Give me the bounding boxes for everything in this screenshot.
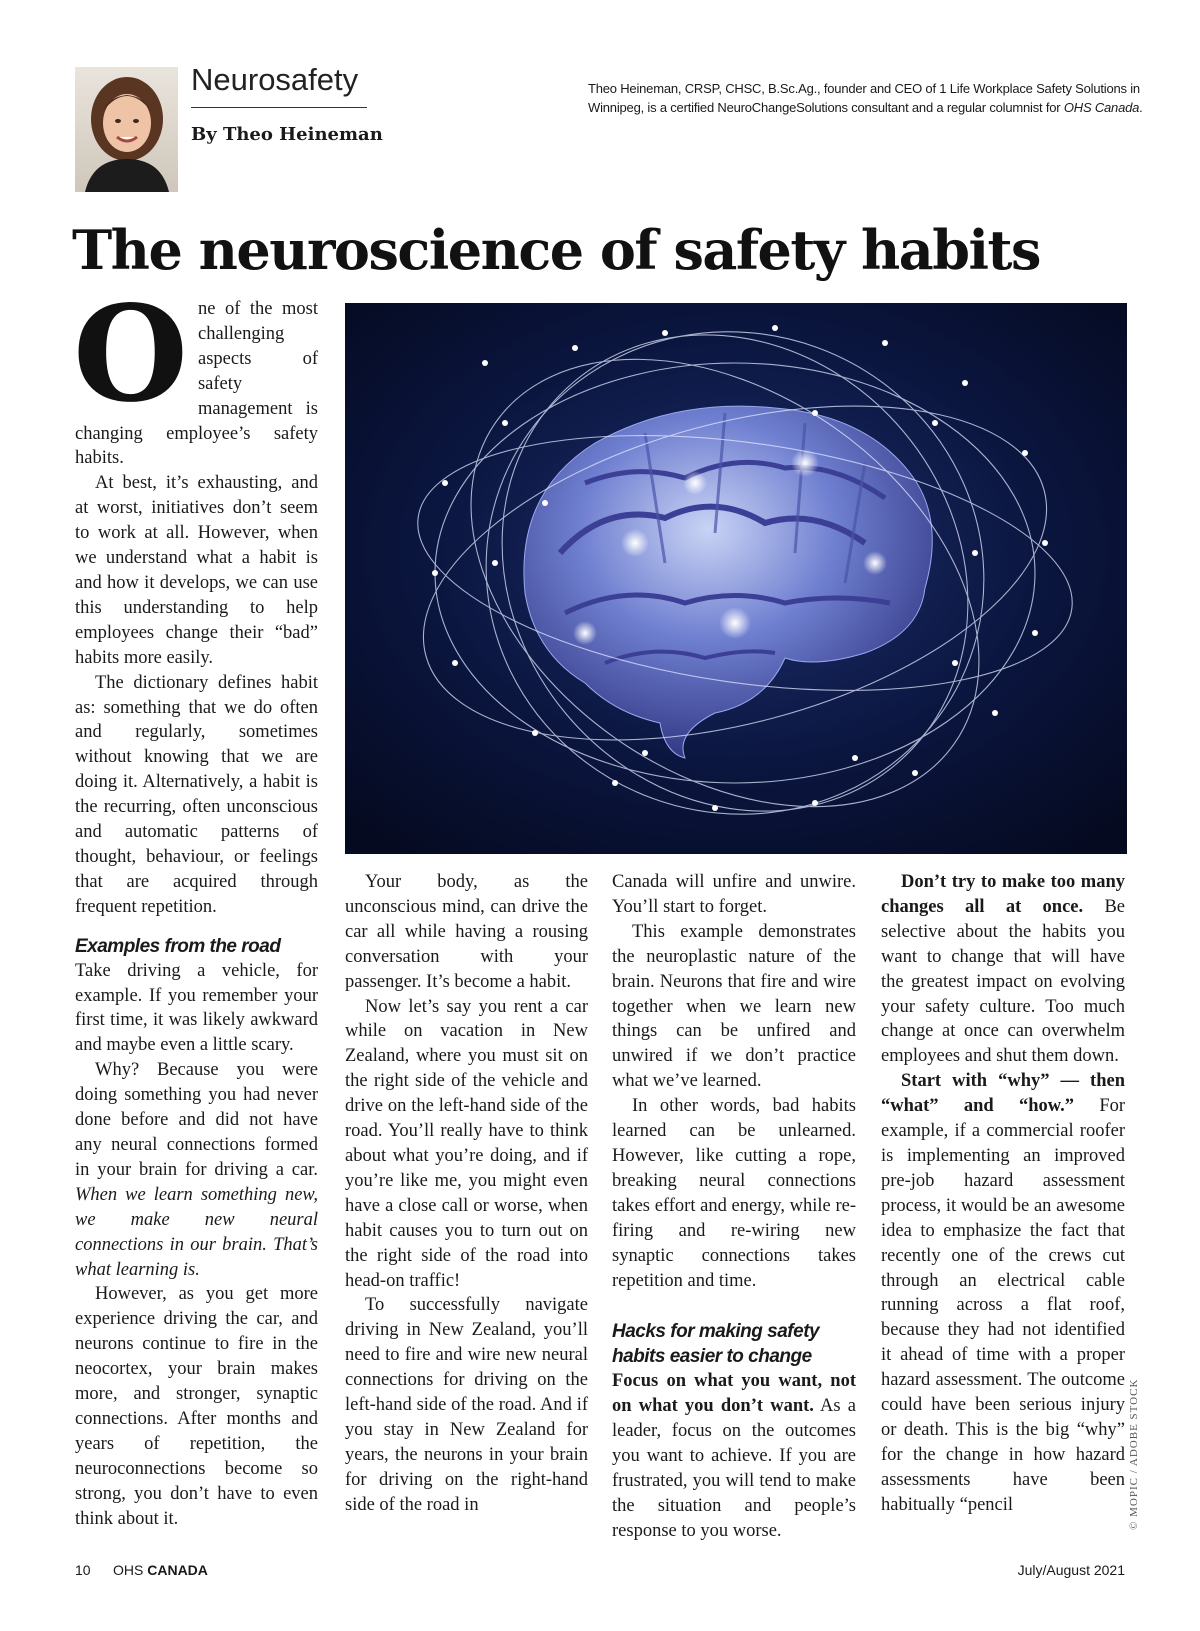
paragraph: Canada will unfire and unwire. You’ll start to forget. xyxy=(612,872,856,917)
paragraph: This example demonstrates the neuroplastic nature of the brain. Neurons that fire and wire together when we learn new things can be unfired and unwired if we don’t practice what we’ve learned. xyxy=(612,921,856,1092)
paragraph: Why? Because you were doing something you had never done before and did not have any neural connections formed in your brain for driving a car. When we learn something new, we make new neural connections in our brain. That’s what learning is. xyxy=(75,1060,318,1280)
paragraph: To successfully navigate driving in New Zealand, you’ll need to fire and wire new neural connections for driving on the left-hand side of the road. And if you stay in New Zealand for years, the neurons in your brain for driving on the right-hand side of the road in xyxy=(345,1295,588,1515)
italic-emphasis: When we learn something new, we make new neural connections in our brain. That’s what learning is. xyxy=(75,1184,318,1280)
article-headline: The neuroscience of safety habits xyxy=(72,218,1040,282)
author-photo xyxy=(75,67,178,192)
author-bio: Theo Heineman, CRSP, CHSC, B.Sc.Ag., founder and CEO of 1 Life Workplace Safety Solutions in Winnipeg, is a certified NeuroChangeSolutions consultant and a regular columnist for OHS Canada. xyxy=(588,81,1143,115)
bold-lead: Don’t try to make too many changes all at once. xyxy=(881,872,1125,917)
author-portrait-image xyxy=(75,67,178,192)
brain-illustration xyxy=(345,303,1127,854)
paragraph: At best, it’s exhausting, and at worst, initiatives don’t seem to work at all. However, when we understand what a habit is and how it develops, we can use this understanding to help employees change their “bad” habits more easily. xyxy=(75,473,318,668)
paragraph: Take driving a vehicle, for example. If you remember your first time, it was likely awkward and maybe even a little scary. xyxy=(75,960,318,1056)
drop-cap: O xyxy=(73,277,188,432)
photo-credit: © MOPIC / ADOBE STOCK xyxy=(1128,1378,1140,1530)
article-column-3 xyxy=(612,870,856,1544)
paragraph: Focus on what you want, not on what you don’t want. As a leader, focus on the outcomes you want to achieve. If you are frustrated, you will tend to make the situation and people’s response to you worse. xyxy=(612,1371,856,1541)
paragraph: Start with “why” — then “what” and “how.” For example, if a commercial roofer is implementing an improved pre-job hazard assessment process, it would be an awesome idea to emphasize the fact that recently one of the crews cut through an electrical cable running across a flat roof, because they had not identified it ahead of time with a proper hazard assessment. The outcome could have been serious injury or death. This is the big “why” for the change in how hazard assessments have been habitually “pencil xyxy=(881,1071,1126,1515)
page-number: 10 xyxy=(75,1562,91,1578)
paragraph: Your body, as the unconscious mind, can drive the car all while having a rousing conversation with your passenger. It’s become a habit. xyxy=(345,872,588,992)
article-column-4 xyxy=(881,870,1125,1518)
issue-date: July/August 2021 xyxy=(1017,1562,1125,1578)
paragraph: Now let’s say you rent a car while on vacation in New Zealand, where you must sit on the right side of the vehicle and drive on the left-hand side of the road. You’ll really have to think about what you’re doing, and if you’re like me, you might even have a close call or worse, when habit causes you to turn out on the right side of the road into head-on traffic! xyxy=(345,996,588,1291)
paragraph: In other words, bad habits learned can be unlearned. However, like cutting a rope, breaking neural connections takes effort and energy, while re-firing and re-wiring new synaptic connections takes repetition and time. xyxy=(612,1096,856,1291)
article-column-1 xyxy=(73,277,318,1532)
paragraph: Don’t try to make too many changes all at once. Be selective about the habits you want to change that will have the greatest impact on evolving your safety culture. Too much change at once can overwhelm employees and shut them down. xyxy=(881,872,1126,1067)
author-bio-text: Theo Heineman, CRSP, CHSC, B.Sc.Ag., founder and CEO of 1 Life Workplace Safety Solutions in Winnipeg, is a certified NeuroChangeSolutions consultant and a regular columnist for xyxy=(588,81,1140,115)
article-column-2 xyxy=(345,870,588,1518)
byline: By Theo Heineman xyxy=(191,124,383,145)
section-divider xyxy=(191,107,367,108)
paragraph: However, as you get more experience driving the car, and neurons continue to fire in the neocortex, your brain makes more, and stronger, synaptic connections. After months and years of repetition, the neuroconnections become so strong, you don’t have to even think about it. xyxy=(75,1284,318,1529)
author-bio-publication: OHS Canada xyxy=(1063,100,1140,115)
magazine-name: OHS CANADA xyxy=(113,1562,208,1578)
paragraph: The dictionary defines habit as: something that we do often and regularly, sometimes without knowing that we are doing it. Alternatively, a habit is the recurring, often unconscious and automatic patterns of thought, behaviour, or feelings that are acquired through frequent repetition. xyxy=(75,672,318,917)
brain-network-image xyxy=(345,303,1127,854)
subheading: Hacks for making safety habits easier to change xyxy=(612,1321,820,1368)
subheading: Examples from the road xyxy=(75,935,281,957)
paragraph: ne of the most challenging aspects of safety management is changing employee’s safety habits. xyxy=(75,299,318,469)
bold-lead: Focus on what you want, not on what you don’t want. xyxy=(612,1371,856,1417)
section-label: Neurosafety xyxy=(191,62,359,97)
bold-lead: Start with “why” — then “what” and “how.” xyxy=(881,1071,1125,1117)
